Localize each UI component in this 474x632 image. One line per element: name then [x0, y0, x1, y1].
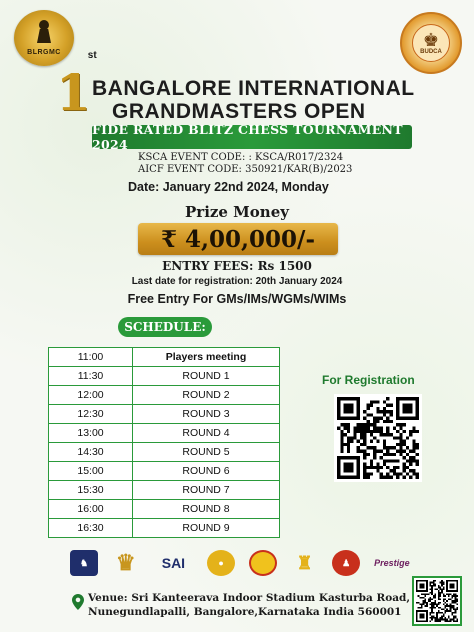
schedule-event: ROUND 6	[133, 462, 280, 481]
olympic-torch-icon: ♜	[296, 552, 313, 573]
tournament-banner: FIDE RATED BLITZ CHESS TOURNAMENT 2024	[92, 125, 412, 149]
event-date: Date: January 22nd 2024, Monday	[128, 180, 329, 194]
state-emblem-icon	[249, 550, 277, 576]
aicf-event-code: AICF EVENT CODE: 350921/KAR(B)/2023	[138, 164, 353, 175]
entry-fees: ENTRY FEES: Rs 1500	[162, 259, 312, 273]
schedule-event: ROUND 8	[133, 500, 280, 519]
schedule-event: ROUND 7	[133, 481, 280, 500]
venue-line-2: Nunegundlapalli, Bangalore,Karnataka India 560001	[88, 606, 402, 618]
karnataka-emblem-icon: ●	[207, 550, 235, 576]
schedule-time: 14:30	[49, 443, 133, 462]
registration-label: For Registration	[322, 373, 415, 387]
fide-logo-icon: ♞	[70, 550, 98, 576]
blrgmc-logo	[14, 10, 74, 66]
schedule-row	[49, 462, 280, 481]
venue-line-1: Venue: Sri Kanteerava Indoor Stadium Kasturba Road,	[88, 592, 411, 604]
title-line-2: GRANDMASTERS OPEN	[112, 100, 366, 123]
schedule-time: 15:30	[49, 481, 133, 500]
schedule-event: ROUND 1	[133, 367, 280, 386]
schedule-row	[49, 424, 280, 443]
schedule-event: ROUND 3	[133, 405, 280, 424]
schedule-label: SCHEDULE:	[118, 317, 212, 337]
free-entry-note: Free Entry For GMs/IMs/WGMs/WIMs	[127, 292, 347, 306]
schedule-table	[48, 347, 280, 538]
schedule-event: Players meeting	[133, 348, 280, 367]
schedule-row	[49, 443, 280, 462]
schedule-row	[49, 500, 280, 519]
location-pin-icon	[72, 594, 84, 610]
sponsor-logos	[70, 548, 410, 578]
schedule-time: 16:30	[49, 519, 133, 538]
schedule-time: 13:00	[49, 424, 133, 443]
schedule-row	[49, 386, 280, 405]
crown-logo-icon: ♛	[115, 550, 136, 575]
title-line-1: BANGALORE INTERNATIONAL	[92, 77, 415, 100]
schedule-time: 16:00	[49, 500, 133, 519]
schedule-time: 12:30	[49, 405, 133, 424]
ksca-event-code: KSCA EVENT CODE: : KSCA/R017/2324	[138, 152, 344, 163]
prize-money-title: Prize Money	[185, 203, 289, 221]
schedule-time: 11:30	[49, 367, 133, 386]
schedule-event: ROUND 5	[133, 443, 280, 462]
edition-suffix: st	[87, 50, 97, 62]
chess-pawn-icon	[33, 20, 55, 48]
chess-king-icon: ♚	[422, 30, 440, 50]
schedule-event: ROUND 9	[133, 519, 280, 538]
schedule-time: 15:00	[49, 462, 133, 481]
schedule-event: ROUND 4	[133, 424, 280, 443]
blrgmc-logo-text: BLRGMC	[27, 49, 61, 56]
schedule-time: 12:00	[49, 386, 133, 405]
edition-number: 1st	[56, 50, 97, 122]
schedule-event: ROUND 2	[133, 386, 280, 405]
budca-logo-text: BUDCA	[420, 49, 442, 55]
schedule-time: 11:00	[49, 348, 133, 367]
association-logo-icon: ♟	[332, 550, 360, 576]
registration-deadline: Last date for registration: 20th January 2024	[131, 276, 343, 287]
registration-qr-code[interactable]	[334, 394, 422, 482]
schedule-row	[49, 367, 280, 386]
schedule-row	[49, 405, 280, 424]
schedule-row	[49, 348, 280, 367]
prestige-logo: Prestige	[374, 558, 410, 568]
small-qr-code[interactable]	[412, 576, 462, 626]
budca-logo	[400, 12, 462, 74]
sai-logo: SAI	[161, 555, 186, 571]
schedule-row	[49, 481, 280, 500]
prize-amount: ₹ 4,00,000/-	[138, 223, 338, 255]
schedule-row	[49, 519, 280, 538]
